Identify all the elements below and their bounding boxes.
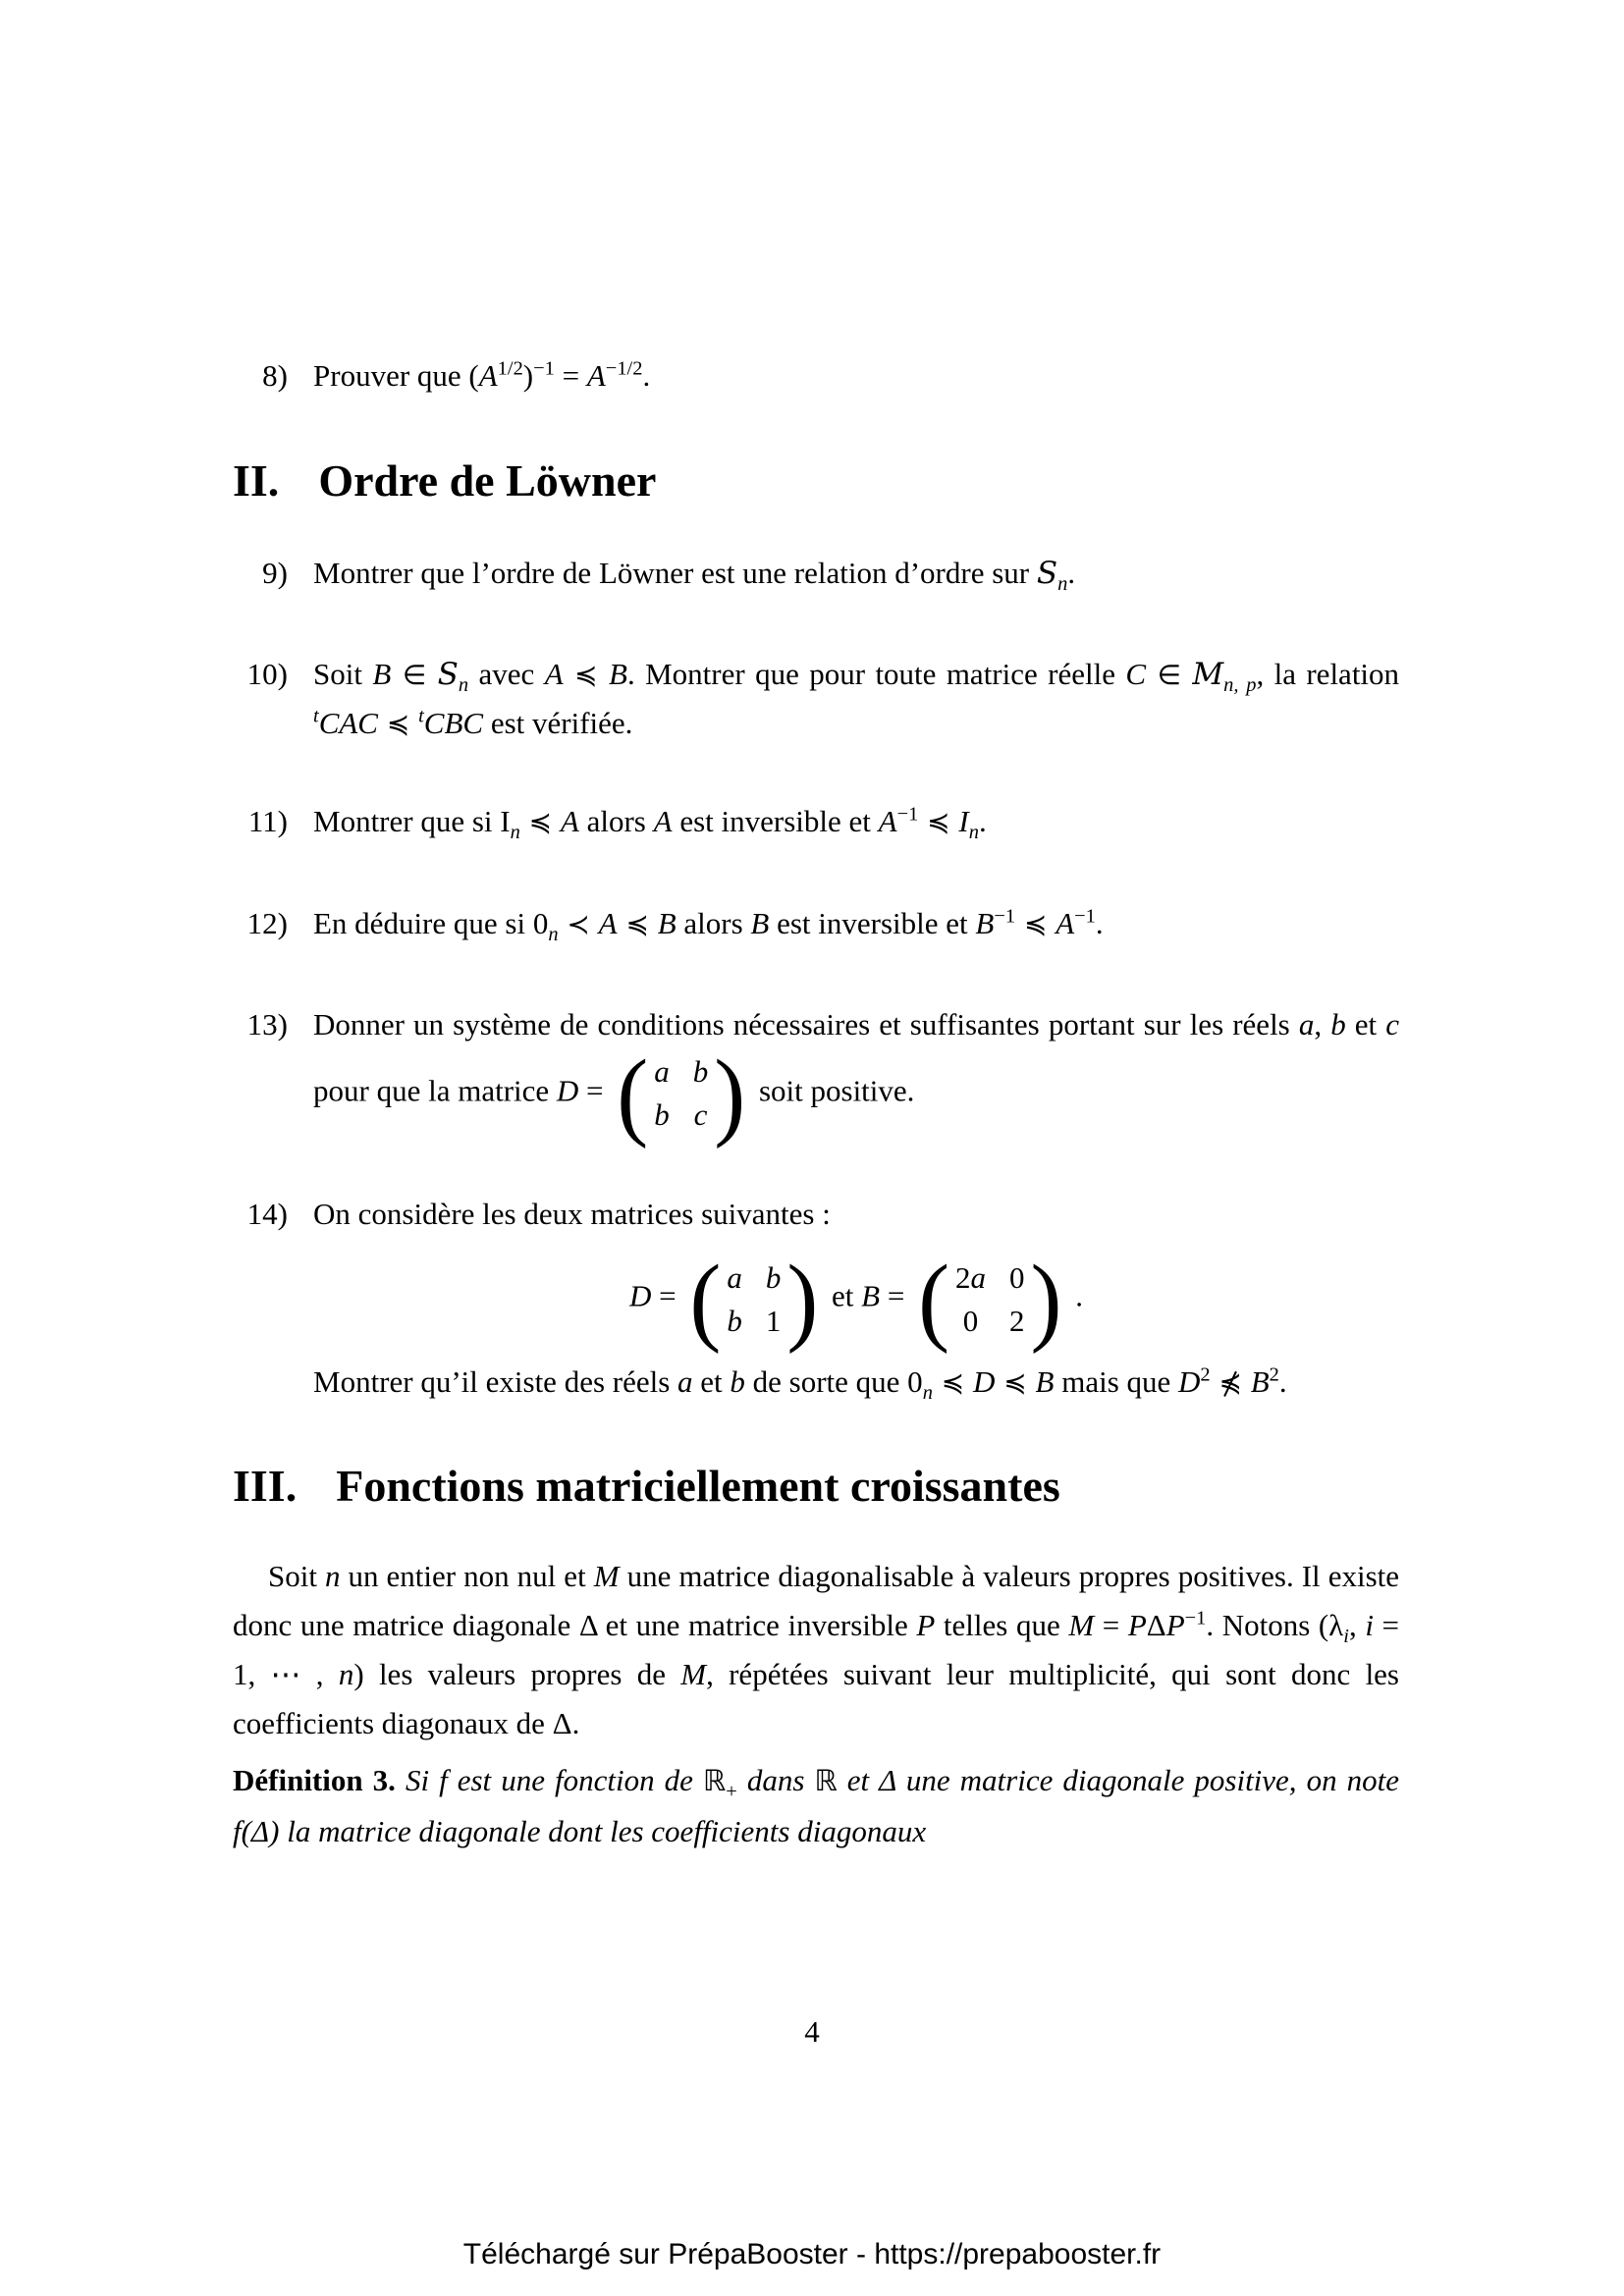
text-segment: t: [418, 705, 424, 727]
text-segment: n: [1057, 573, 1068, 596]
text-segment: D: [628, 1278, 652, 1313]
text-segment: ,: [1348, 1607, 1366, 1642]
text-segment: B: [372, 656, 392, 691]
item-11-text: [313, 797, 1399, 846]
text-segment: P: [1165, 1607, 1185, 1642]
text-segment: M: [1192, 656, 1224, 692]
exercise-item-14: [233, 1190, 1399, 1408]
text-segment: .: [1067, 1278, 1084, 1313]
matrix-cell: [654, 1098, 670, 1132]
text-segment: D: [556, 1073, 579, 1108]
text-segment: n: [968, 822, 979, 844]
item-14-number: 14): [246, 1196, 288, 1231]
text-segment: Montrer que si I: [313, 804, 511, 839]
text-segment: . Notons (λ: [1206, 1607, 1344, 1642]
text-segment: et: [692, 1364, 731, 1400]
text-segment: S: [437, 656, 459, 692]
text-segment: ℝ: [702, 1763, 727, 1797]
text-segment: .: [1095, 906, 1104, 941]
text-segment: Prouver que (: [313, 358, 479, 393]
text-segment: ≼: [1015, 908, 1056, 941]
matrix-cell: [955, 1261, 986, 1295]
text-segment: −1: [1074, 905, 1096, 928]
section-heading-ordre-de-lowner: [233, 454, 1399, 507]
text-segment: .: [978, 804, 987, 839]
text-segment: .: [1067, 556, 1076, 591]
text-segment: et: [1345, 1006, 1386, 1041]
text-segment: Si f est une fonction de: [395, 1762, 703, 1797]
text-segment: n, p: [1223, 673, 1257, 696]
text-segment: Définition 3.: [233, 1762, 396, 1797]
text-segment: Donner un système de conditions nécessaires et suffisantes portant sur les réels: [313, 1006, 1299, 1041]
text-segment: B: [750, 906, 770, 941]
text-segment: Soit: [313, 656, 373, 691]
text-segment: CBC: [423, 705, 484, 740]
text-segment: B: [657, 906, 677, 941]
item-8-number: 8): [262, 358, 288, 393]
text-segment: dans: [736, 1762, 815, 1797]
text-segment: =: [651, 1278, 684, 1313]
section-3-paragraph: [233, 1552, 1399, 1749]
text-segment: 2: [1269, 1363, 1279, 1386]
section-2-number: II.: [233, 455, 280, 507]
text-segment: =: [554, 358, 587, 393]
equation-tail: [1068, 1279, 1084, 1313]
page-number: 4: [804, 2014, 820, 2049]
text-segment: une matrice diagonalisable à valeurs propres positives. Il existe donc une matrice diagonale Δ et une matrice inversible: [233, 1558, 1400, 1642]
text-segment: et: [824, 1278, 862, 1313]
text-segment: est vérifiée.: [483, 705, 633, 740]
text-segment: mais que: [1054, 1364, 1179, 1400]
text-segment: n: [338, 1657, 354, 1692]
text-segment: n: [922, 1382, 933, 1405]
matrix-cell: [727, 1305, 742, 1338]
text-segment: =: [1094, 1607, 1128, 1642]
text-segment: −1/2: [605, 357, 643, 380]
item-10-number: 10): [246, 656, 288, 691]
text-segment: CAC: [318, 705, 378, 740]
text-segment: A: [598, 906, 618, 941]
text-segment: 2: [1009, 1303, 1025, 1338]
text-segment: −1: [896, 803, 919, 826]
equation-lead: [629, 1279, 683, 1313]
exercise-item-12: [233, 899, 1399, 948]
text-segment: A: [560, 804, 579, 839]
text-segment: ) les valeurs propres de: [353, 1657, 681, 1692]
matrix-cell: [654, 1055, 670, 1089]
matrix-cell: [693, 1055, 709, 1089]
text-segment: b: [692, 1054, 709, 1090]
text-segment: , la relation: [1256, 656, 1400, 691]
text-segment: B: [861, 1278, 881, 1313]
text-segment: b: [765, 1259, 782, 1295]
text-segment: t: [313, 705, 319, 727]
text-segment: ≼: [519, 806, 561, 839]
text-segment: 2: [955, 1259, 971, 1295]
left-paren-icon: (: [918, 1244, 950, 1355]
text-segment: ≼: [377, 707, 419, 740]
item-12-text: [313, 899, 1399, 948]
text-segment: Δ: [1146, 1607, 1166, 1642]
text-segment: B: [609, 656, 627, 691]
text-segment: 1/2: [497, 357, 523, 380]
text-segment: A: [586, 358, 606, 393]
item-14-body: [313, 1190, 1399, 1408]
text-segment: M: [593, 1558, 620, 1593]
text-segment: un entier non nul et: [340, 1558, 594, 1593]
text-segment: c: [693, 1097, 708, 1133]
text-segment: ): [522, 358, 534, 393]
text-segment: A: [1056, 906, 1075, 941]
text-segment: .: [1278, 1364, 1287, 1400]
item-12-number: 12): [246, 906, 288, 941]
text-segment: D: [973, 1364, 996, 1400]
matrix-cell: [1009, 1305, 1025, 1338]
text-segment: n: [510, 822, 520, 844]
definition-3-paragraph: [233, 1755, 1399, 1857]
matrix-cell: [766, 1261, 782, 1295]
text-segment: 1: [765, 1303, 782, 1338]
text-segment: B: [1035, 1364, 1055, 1400]
section-3-title: Fonctions matriciellement croissantes: [336, 1460, 1060, 1511]
item-10-text: [313, 650, 1399, 748]
text-segment: telles que: [935, 1607, 1069, 1642]
text-segment: b: [730, 1364, 745, 1400]
text-segment: A: [653, 804, 673, 839]
text-segment: de sorte que 0: [744, 1364, 923, 1400]
item-14-conclusion: [313, 1358, 1399, 1407]
section-3-number: III.: [233, 1460, 298, 1511]
text-segment: −1: [533, 357, 555, 380]
exercise-item-9: [233, 549, 1399, 598]
text-segment: −1: [994, 905, 1016, 928]
text-segment: ≼: [617, 908, 658, 941]
text-segment: avec: [468, 656, 545, 691]
text-segment: M: [680, 1657, 707, 1692]
matrix-cell: [694, 1098, 708, 1132]
item-13-text: [313, 1000, 1400, 1149]
matrix-cell: [1009, 1261, 1025, 1295]
text-segment: = 1, ⋯ ,: [233, 1607, 1400, 1692]
text-segment: ≼: [932, 1366, 974, 1400]
right-paren-icon: ): [786, 1244, 819, 1355]
section-2-title: Ordre de Löwner: [318, 455, 657, 507]
text-segment: i: [1343, 1626, 1349, 1648]
text-segment: est inversible et: [769, 906, 976, 941]
text-segment: a: [970, 1259, 987, 1295]
footer-watermark: Téléchargé sur PrépaBooster - https://prepabooster.fr: [462, 2238, 1162, 2270]
text-segment: a: [1298, 1006, 1315, 1041]
text-segment: ∈: [1146, 658, 1193, 691]
item-11-number: 11): [247, 804, 288, 839]
exercise-item-10: [233, 650, 1399, 748]
text-segment: b: [654, 1097, 670, 1133]
text-segment: I: [958, 804, 969, 839]
text-segment: b: [727, 1303, 742, 1338]
text-segment: alors: [578, 804, 654, 839]
text-segment: +: [726, 1780, 737, 1802]
text-segment: =: [578, 1073, 612, 1108]
text-segment: alors: [676, 906, 751, 941]
text-segment: Montrer qu’il existe des réels: [313, 1364, 678, 1400]
text-segment: n: [325, 1558, 341, 1593]
item-14-intro: [313, 1190, 1399, 1239]
text-segment: ≺: [558, 908, 599, 941]
exercise-item-8: [233, 351, 1399, 400]
text-segment: ∈: [391, 658, 438, 691]
text-segment: On considère les deux matrices suivantes :: [313, 1196, 831, 1231]
matrix-D-abc: [617, 1039, 746, 1149]
text-segment: =: [880, 1278, 913, 1313]
section-heading-fonctions-matriciellement-croissantes: [233, 1459, 1399, 1513]
right-paren-icon: ): [714, 1039, 746, 1149]
text-segment: et Δ une matrice diagonale positive, on note f(Δ) la matrice diagonale dont les coefficients diagonaux: [233, 1762, 1399, 1848]
text-segment: pour que la matrice: [313, 1073, 557, 1108]
text-segment: a: [727, 1259, 742, 1295]
text-segment: ⋠: [1210, 1366, 1251, 1400]
matrix-D-abc-cells: [648, 1051, 714, 1136]
text-segment: c: [1385, 1006, 1400, 1041]
matrix-cell: [766, 1305, 782, 1338]
text-segment: a: [677, 1364, 693, 1400]
matrix-B-cells: [949, 1257, 1031, 1342]
text-segment: ,: [1314, 1006, 1331, 1041]
page-content: [233, 351, 1399, 1857]
text-segment: .: [642, 358, 651, 393]
matrix-cell: [963, 1305, 979, 1338]
text-segment: S: [1036, 556, 1058, 592]
text-segment: n: [548, 924, 559, 946]
text-segment: En déduire que si 0: [313, 906, 549, 941]
equation-mid: [824, 1279, 912, 1313]
text-segment: est inversible et: [672, 804, 879, 839]
item-13-text-tail: [751, 1073, 914, 1107]
exercise-item-11: [233, 797, 1399, 846]
text-segment: B: [1250, 1364, 1270, 1400]
text-segment: b: [1330, 1006, 1346, 1041]
text-segment: soit positive.: [751, 1073, 915, 1108]
text-segment: D: [1178, 1364, 1201, 1400]
text-segment: A: [544, 656, 564, 691]
matrix-D: [689, 1244, 819, 1355]
item-8-text: [313, 351, 1399, 400]
text-segment: n: [458, 673, 469, 696]
text-segment: 0: [1009, 1259, 1025, 1295]
item-13-number: 13): [246, 1006, 288, 1041]
text-segment: . Montrer que pour toute matrice réelle: [626, 656, 1126, 691]
text-segment: Montrer que l’ordre de Löwner est une relation d’ordre sur: [313, 556, 1037, 591]
text-segment: M: [1068, 1607, 1095, 1642]
text-segment: P: [916, 1607, 936, 1642]
text-segment: A: [878, 804, 897, 839]
display-equation: [313, 1244, 1399, 1355]
text-segment: −1: [1184, 1607, 1207, 1629]
text-segment: Soit: [268, 1558, 325, 1593]
text-segment: ≼: [995, 1366, 1036, 1400]
left-paren-icon: (: [617, 1039, 649, 1149]
item-9-number: 9): [262, 556, 288, 591]
text-segment: C: [1125, 656, 1147, 691]
left-paren-icon: (: [689, 1244, 722, 1355]
item-9-text: [313, 549, 1399, 598]
text-segment: 0: [962, 1303, 979, 1338]
text-segment: B: [975, 906, 995, 941]
matrix-B: [918, 1244, 1062, 1355]
exercise-item-13: [233, 1000, 1400, 1149]
text-segment: ℝ: [814, 1763, 838, 1797]
matrix-cell: [727, 1261, 742, 1295]
text-segment: i: [1365, 1607, 1374, 1642]
text-segment: ≼: [563, 658, 610, 691]
right-paren-icon: ): [1030, 1244, 1062, 1355]
text-segment: ≼: [918, 806, 959, 839]
text-segment: a: [654, 1054, 670, 1090]
text-segment: 2: [1200, 1363, 1211, 1386]
text-segment: P: [1127, 1607, 1147, 1642]
text-segment: A: [478, 358, 498, 393]
matrix-D-cells: [721, 1257, 786, 1342]
text-segment: , répétées suivant leur multiplicité, qui sont donc les coefficients diagonaux de Δ.: [233, 1657, 1399, 1741]
